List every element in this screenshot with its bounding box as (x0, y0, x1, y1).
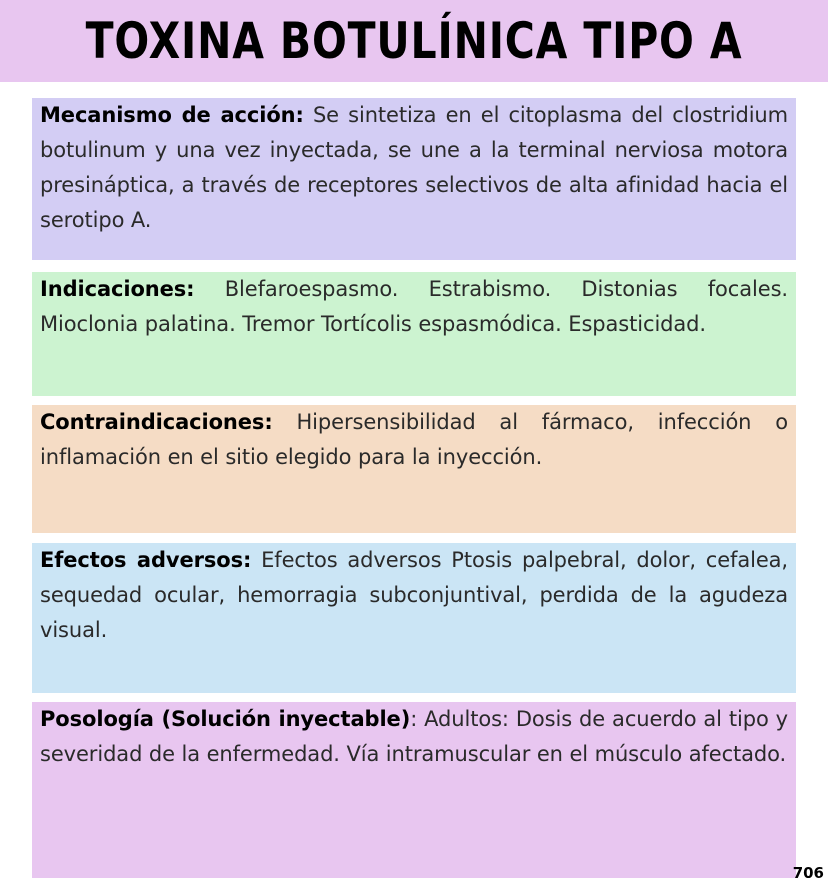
page-number: 706 (792, 864, 824, 882)
section-label: Mecanismo de acción: (40, 103, 304, 127)
section-label: Posología (Solución inyectable) (40, 707, 411, 731)
section-efectos-adversos (32, 543, 796, 693)
page-title: TOXINA BOTULÍNICA TIPO A (85, 12, 743, 70)
section-contraindicaciones (32, 405, 796, 533)
section-indicaciones (32, 272, 796, 396)
section-text: Blefaroespasmo. Estrabismo. Distonias focales. Mioclonia palatina. Tremor Tortícolis espasmódica. Espasticidad. (40, 277, 788, 336)
section-label: Efectos adversos: (40, 548, 252, 572)
section-text: : Adultos: Dosis de acuerdo al tipo y severidad de la enfermedad. Vía intramuscular en el músculo afectado. (40, 707, 788, 766)
section-label: Contraindicaciones: (40, 410, 273, 434)
section-text: Hipersensibilidad al fármaco, infección o inflamación en el sitio elegido para la inyección. (40, 410, 788, 469)
section-text: Se sintetiza en el citoplasma del clostridium botulinum y una vez inyectada, se une a la terminal nerviosa motora presináptica, a través de receptores selectivos de alta afinidad hacia el serotipo A. (40, 103, 788, 232)
section-posologia (32, 702, 796, 878)
section-label: Indicaciones: (40, 277, 195, 301)
section-text: Efectos adversos Ptosis palpebral, dolor, cefalea, sequedad ocular, hemorragia subconjuntival, perdida de la agudeza visual. (40, 548, 788, 642)
section-mecanismo-de-accion (32, 98, 796, 260)
